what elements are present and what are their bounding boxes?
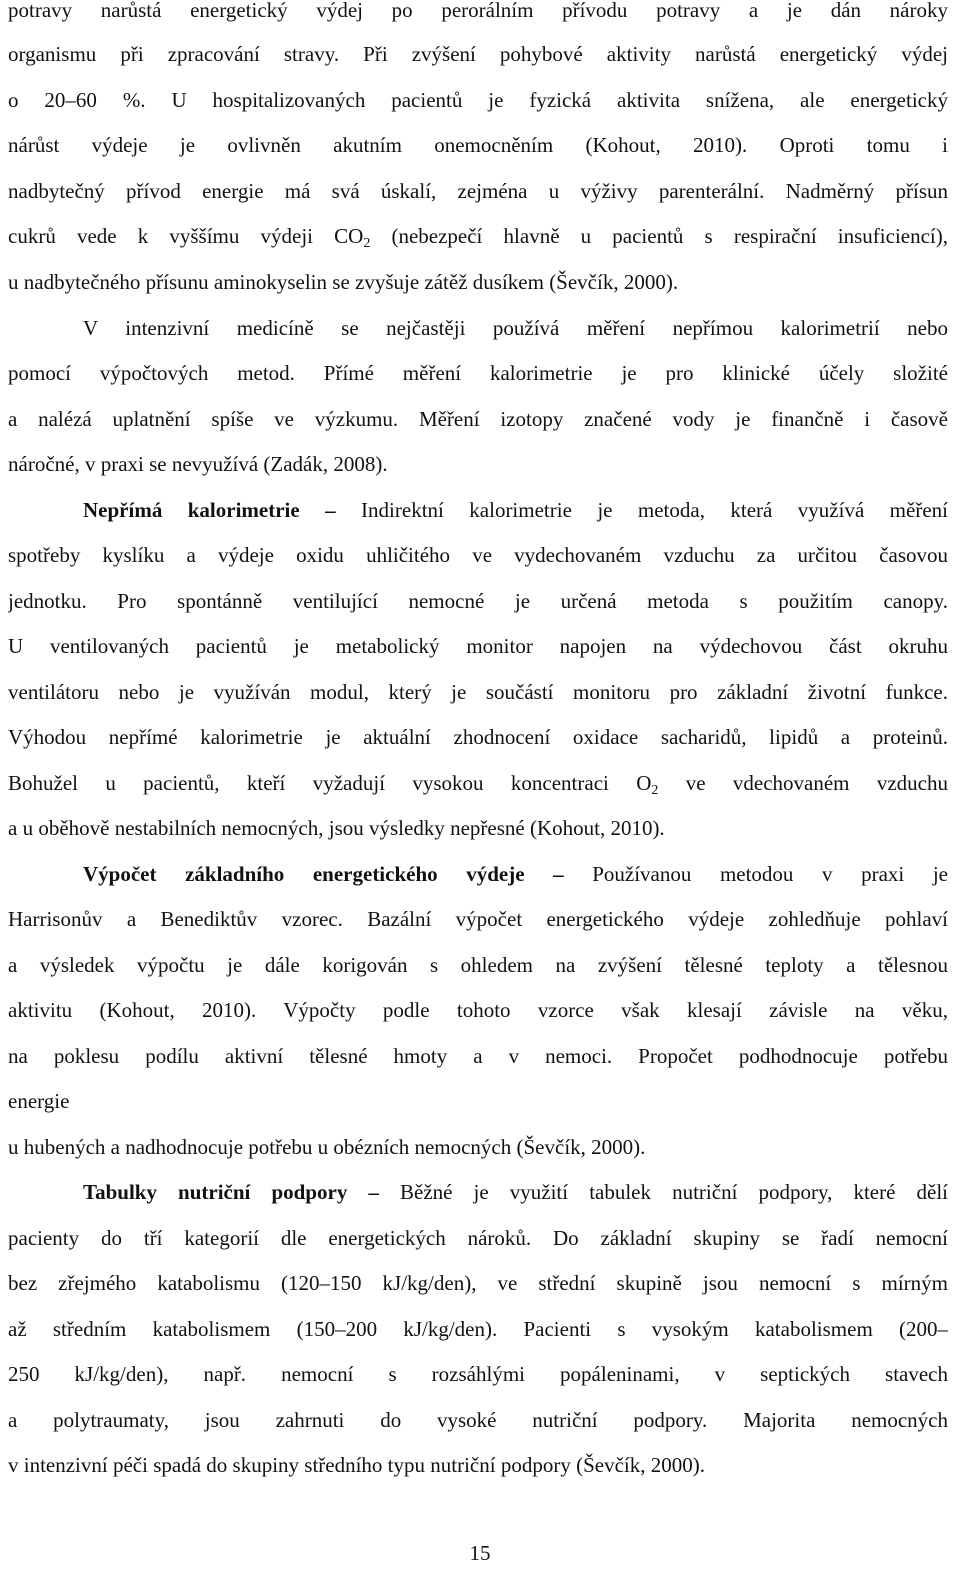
text-line: U ventilovaných pacientů je metabolický monitor napojen na výdechovou část okruhu [8,634,948,658]
subscript: 2 [363,236,371,251]
text-line: organismu při zpracování stravy. Při zvýšení pohybové aktivity narůstá energetický výdej [8,42,948,66]
text-line: u hubených a nadhodnocuje potřebu u obézních nemocných (Ševčík, 2000). [8,1135,646,1159]
section-heading: Výpočet základního energetického výdeje – [83,862,564,886]
text-line [8,221,948,251]
text-line: Výhodou nepřímé kalorimetrie je aktuální zhodnocení oxidace sacharidů, lipidů a proteinů. [8,725,948,749]
text-fragment: Indirektní kalorimetrie je metoda, která využívá měření [335,498,948,522]
text-line: v intenzivní péči spadá do skupiny středního typu nutriční podpory (Ševčík, 2000). [8,1453,705,1477]
text-line: spotřeby kyslíku a výdeje oxidu uhličitého ve vydechovaném vzduchu za určitou časovou [8,543,948,567]
subscript: 2 [651,783,659,798]
text-line: a polytraumaty, jsou zahrnuti do vysoké nutriční podpory. Majorita nemocných [8,1408,948,1432]
text-line: aktivitu (Kohout, 2010). Výpočty podle tohoto vzorce však klesají závisle na věku, [8,998,948,1022]
text-line: nárůst výdeje je ovlivněn akutním onemocněním (Kohout, 2010). Oproti tomu i [8,133,948,157]
text-line: a nalézá uplatnění spíše ve výzkumu. Měření izotopy značené vody je finančně i časově [8,407,948,431]
text-line: V intenzivní medicíně se nejčastěji používá měření nepřímou kalorimetrií nebo [83,316,948,340]
text-line [8,768,948,798]
text-line: potravy narůstá energetický výdej po perorálním přívodu potravy a je dán nároky [8,0,948,22]
text-line: o 20–60 %. U hospitalizovaných pacientů je fyzická aktivita snížena, ale energetický [8,88,948,112]
text-line: ventilátoru nebo je využíván modul, který je součástí monitoru pro základní životní funkce. [8,680,948,704]
text-line: pomocí výpočtových metod. Přímé měření kalorimetrie je pro klinické účely složité [8,361,948,385]
text-line: náročné, v praxi se nevyužívá (Zadák, 2008). [8,452,388,476]
text-line: Harrisonův a Benediktův vzorec. Bazální výpočet energetického výdeje zohledňuje pohlaví [8,907,948,931]
text-fragment: ve vdechovaném vzduchu [658,771,948,795]
text-line: bez zřejmého katabolismu (120–150 kJ/kg/den), ve střední skupině jsou nemocní s mírným [8,1271,948,1295]
text-line: energie [8,1089,70,1113]
text-fragment: Používanou metodou v praxi je [563,862,948,886]
section-heading: Tabulky nutriční podpory – [83,1180,379,1204]
text-line: 250 kJ/kg/den), např. nemocní s rozsáhlými popáleninami, v septických stavech [8,1362,948,1386]
text-line [83,859,948,889]
text-line: až středním katabolismem (150–200 kJ/kg/den). Pacienti s vysokým katabolismem (200– [8,1317,948,1341]
text-line [83,495,948,525]
text-line: nadbytečný přívod energie má svá úskalí, zejména u výživy parenterální. Nadměrný přísun [8,179,948,203]
text-fragment: Běžné je využití tabulek nutriční podpory, které dělí [378,1180,948,1204]
text-line: pacienty do tří kategorií dle energetických nároků. Do základní skupiny se řadí nemocní [8,1226,948,1250]
text-fragment: cukrů vede k vyššímu výdeji CO [8,224,364,248]
text-line [83,1177,948,1207]
text-line: a výsledek výpočtu je dále korigován s ohledem na zvýšení tělesné teploty a tělesnou [8,953,948,977]
page-number: 15 [469,1541,491,1565]
text-line: a u oběhově nestabilních nemocných, jsou výsledky nepřesné (Kohout, 2010). [8,816,665,840]
section-heading: Nepřímá kalorimetrie – [83,498,336,522]
text-line: u nadbytečného přísunu aminokyselin se zvyšuje zátěž dusíkem (Ševčík, 2000). [8,270,679,294]
text-fragment: (nebezpečí hlavně u pacientů s respirační insuficiencí), [370,224,948,248]
text-line: jednotku. Pro spontánně ventilující nemocné je určená metoda s použitím canopy. [8,589,948,613]
text-fragment: Bohužel u pacientů, kteří vyžadují vysokou koncentraci O [8,771,652,795]
text-line: na poklesu podílu aktivní tělesné hmoty a v nemoci. Propočet podhodnocuje potřebu [8,1044,948,1068]
